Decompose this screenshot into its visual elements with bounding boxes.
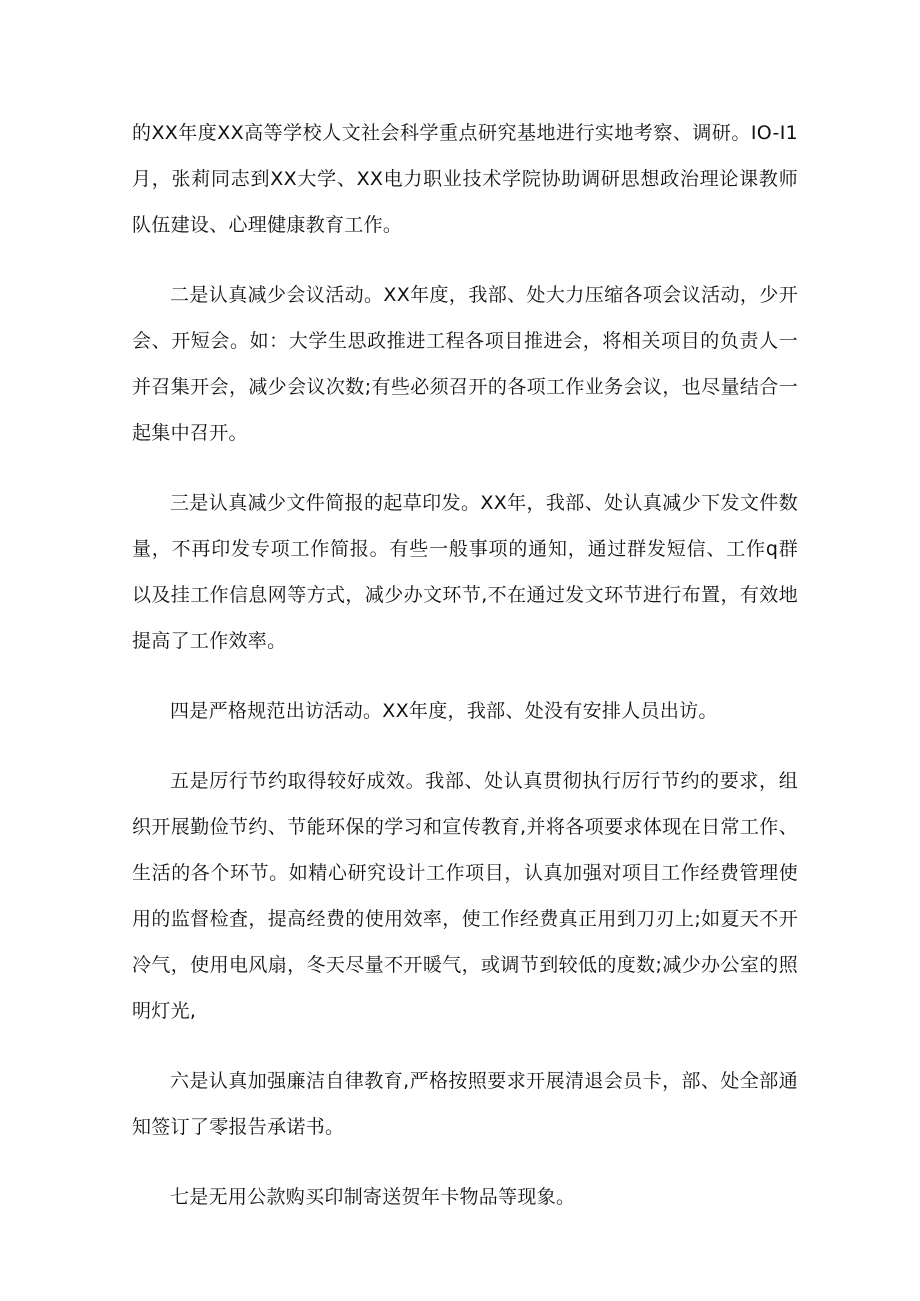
paragraph-greeting-cards: 七是无用公款购买印制寄送贺年卡物品等现象。 bbox=[170, 1186, 576, 1208]
paragraph-frugality: 五是厉行节约取得较好成效。我部、处认真贯彻执行厉行节约的要求，组织开展勤俭节约、节能环保的学习和宣传教育,并将各项要求体现在日常工作、生活的各个环节。如精心研究设计工作项目，认真加强对项目工作经费管理使用的监督检査，提高经费的使用效率，使工作经费真正用到刀刃上;如夏天不开冷气，使用电风扇，冬天尽量不开暖气，或调节到较低的度数;减少办公室的照明灯光, bbox=[132, 770, 798, 1022]
paragraph-meetings: 二是认真减少会议活动。XX年度，我部、处大力压缩各项会议活动，少开会、开短会。如：大学生思政推进工程各项目推进会，将相关项目的负责人一并召集开会，减少会议次数;有些必须召开的各项工作业务会议，也尽量结合一起集中召开。 bbox=[132, 284, 798, 444]
paragraph-gap bbox=[132, 734, 798, 758]
paragraph-visits: 四是严格规范出访活动。XX年度，我部、处没有安排人员出访。 bbox=[170, 700, 718, 722]
paragraph-gap bbox=[132, 1150, 798, 1174]
paragraph-gap bbox=[132, 1034, 798, 1058]
paragraph-integrity: 六是认真加强廉洁自律教育,严格按照要求开展清退会员卡，部、处全部通知签订了零报告承诺书。 bbox=[132, 1070, 798, 1138]
paragraph-documents: 三是认真减少文件简报的起草印发。XX年，我部、处认真减少下发文件数量，不再印发专项工作简报。有些一般事项的通知，通过群发短信、工作q群以及挂工作信息网等方式，减少办文环节,不在通过发文环节进行布置，有效地提高了工作效率。 bbox=[132, 492, 798, 652]
paragraph-continuation: 的XX年度XX高等学校人文社会科学重点研究基地进行实地考察、调研。IO-I1月，张莉同志到XX大学、XX电力职业技术学院协助调研思想政治理论课教师队伍建设、心理健康教育工作。 bbox=[132, 122, 798, 236]
document-body bbox=[132, 110, 798, 1220]
paragraph-gap bbox=[132, 456, 798, 480]
paragraph-gap bbox=[132, 248, 798, 272]
paragraph-gap bbox=[132, 664, 798, 688]
